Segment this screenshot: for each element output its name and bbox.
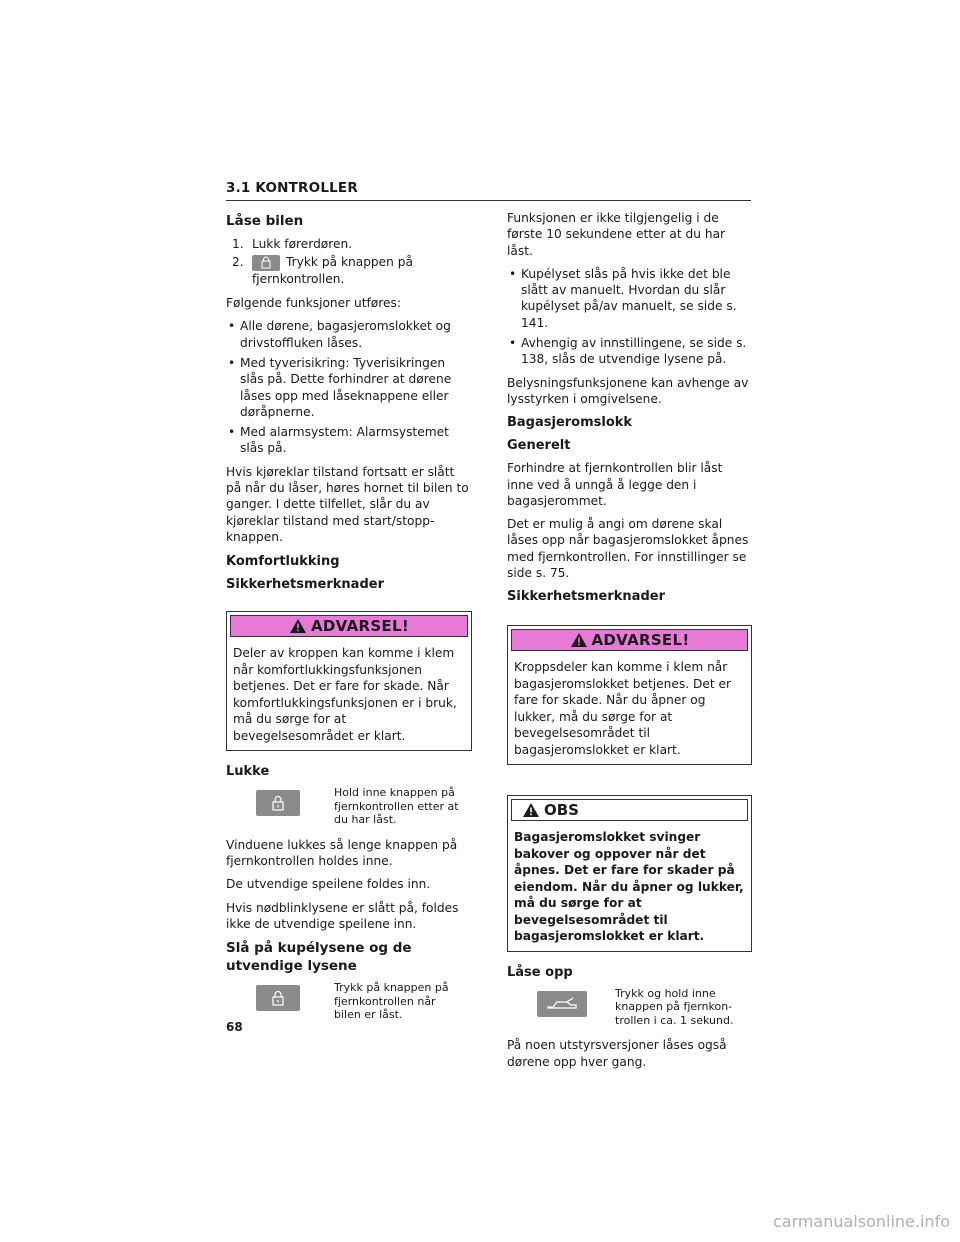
watermark: carmanualsonline.info xyxy=(772,1212,950,1231)
functions-list xyxy=(226,318,472,456)
list-item: • Avhengig av innstillingene, se side s. 138, slås de utvendige lysene på. xyxy=(507,335,752,368)
section-header xyxy=(226,180,751,201)
lock-icon xyxy=(256,790,300,816)
page-number: 68 xyxy=(226,1020,243,1034)
key-instruction-lase-opp: Trykk og hold inne knappen på fjernkon-trollen i ca. 1 sekund. xyxy=(507,987,752,1028)
warning-header: ADVARSEL! xyxy=(230,615,468,637)
heading-bagasjeromslokk: Bagasjeromslokk xyxy=(507,415,633,431)
heading-sikkerhet: Sikkerhetsmerknader xyxy=(226,577,384,593)
list-item: • Alle dørene, bagasjeromslokket og drivstoffluken låses. xyxy=(226,318,472,351)
heading-komfortlukking: Komfortlukking xyxy=(226,554,340,570)
heading-lase-opp: Låse opp xyxy=(507,964,573,980)
list-item: • Kupélyset slås på hvis ikke det ble slått av manuelt. Hvordan du slår kupélyset på/av manuelt, se side s. 141. xyxy=(507,266,752,331)
list-item: • Med tyverisikring: Tyverisikringen slås på. Dette forhindrer at dørene låses opp med låseknappene eller døråpnerne. xyxy=(226,355,472,420)
heading-lase-bilen: Låse bilen xyxy=(226,213,304,229)
obs-box xyxy=(507,795,752,952)
lock-icon xyxy=(256,985,300,1011)
key-instruction-lukke: Hold inne knappen på fjernkontrollen etter at du har låst. xyxy=(226,786,472,827)
obs-text: Bagasjeromslokket svinger bakover og oppover når det åpnes. Det er fare for skader på eiendom. Når du åpner og lukker, må du sørge for at bevegelsesområdet til bagasjeromslokket er klart. xyxy=(514,830,744,944)
list-item: • Med alarmsystem: Alarmsystemet slås på. xyxy=(226,424,472,457)
section-title: 3.1 KONTROLLER xyxy=(226,180,358,196)
right-column: Funksjonen er ikke tilgjengelig i de første 10 sekundene etter at du har låst. • Kupélyset slås på hvis ikke det ble slått av manuelt. Hvordan du slår kupélyset på/av manuelt, se side s. 141. • Avhengig av innstillingene, se side s. 138, slås de utvendige lysene på. Belysningsfunksjonene kan avhenge av lysstyrken i omgivelsene. Bagasjeromslokk Generelt Forhindre at fjernkontrollen blir låst inne ved å unngå å legge den i bagasjerommet. Det er mulig å angi om dørene skal låses opp når bagasjeromslokket åpnes med fjernkontrollen. For innstillinger se side s. 75. Sikkerhetsmerknader ADVARSEL! Kroppsdeler kan komme i klem når bagasjeromslokket betjenes. Det er fare for skade. Når du åpner og lukker, må du sørge for at bevegelsesområdet til bagasjeromslokket er klart. OBS Bagasjeromslokket svinger bakover og oppover når det åpnes. Det er fare for skader på eiendom. Når du åpner og lukker, må du sørge for at bevegelsesområdet til bagasjeromslokket er klart. Låse opp Trykk og hold inne knappen på fjernkon-trollen i ca. 1 sekund. På noen utstyrsversjoner låses også dørene opp hver gang. xyxy=(507,210,752,1077)
warning-triangle-icon xyxy=(289,618,307,634)
left-column: Låse bilen 1. Lukk førerdøren. 2. Trykk på knappen på fjernkontrollen. Følgende funksjoner utføres: • Alle dørene, bagasjeromslokket og drivstoffluken låses. • Med tyverisikring: Tyverisikringen slås på. Dette forhindrer at dørene låses opp med låseknappene eller døråpnerne. • Med alarmsystem: Alarmsystemet slås på. Hvis kjøreklar tilstand fortsatt er slått på når du låser, høres hornet til bilen to ganger. I dette tilfellet, slår du av kjøreklar tilstand med start/stopp-knappen. Komfortlukking Sikkerhetsmerknader ADVARSEL! Deler av kroppen kan komme i klem når komfortlukkingsfunksjonen betjenes. Det er fare for skade. Når komfortlukkingsfunksjonen er i bruk, må du sørge for at bevegelsesområdet er klart. Lukke Hold inne knappen på fjernkontrollen etter at du har låst. Vinduene lukkes så lenge knappen på fjernkontrollen holdes inne. De utvendige speilene foldes inn. Hvis nødblinklysene er slått på, foldes ikke de utvendige speilene inn. Slå på kupélysene og de utvendige lysene Trykk på knappen på fjernkontrollen når bilen er låst. xyxy=(226,210,472,1032)
warning-triangle-icon xyxy=(570,632,588,648)
warning-box-komfort xyxy=(226,611,472,751)
warning-text: Kroppsdeler kan komme i klem når bagasjeromslokket betjenes. Det er fare for skade. Når du åpner og lukker, må du sørge for at bevegelsesområdet til bagasjeromslokket er klart. xyxy=(514,660,731,757)
key-instruction-kupelys: Trykk på knappen på fjernkontrollen når bilen er låst. xyxy=(226,981,472,1022)
step-1: 1. Lukk førerdøren. xyxy=(232,237,353,251)
warning-text: Deler av kroppen kan komme i klem når komfortlukkingsfunksjonen betjenes. Det er fare for skade. Når komfortlukkingsfunksjonen er i bruk, må du sørge for at bevegelsesområdet er klart. xyxy=(233,646,457,743)
warning-triangle-icon xyxy=(522,802,540,818)
functions-intro: Følgende funksjoner utføres: xyxy=(226,296,401,311)
obs-header: OBS xyxy=(511,799,748,821)
heading-lukke: Lukke xyxy=(226,764,270,780)
light-list xyxy=(507,266,752,368)
warning-box-bagasje xyxy=(507,625,752,765)
step-2: 2. Trykk på knappen på fjernkontrollen. xyxy=(232,255,413,286)
lock-steps xyxy=(232,236,472,287)
car-trunk-icon xyxy=(537,991,587,1017)
warning-header: ADVARSEL! xyxy=(511,629,748,651)
heading-generelt: Generelt xyxy=(507,438,571,454)
heading-sikkerhet-bagasje: Sikkerhetsmerknader xyxy=(507,589,665,605)
horn-note: Hvis kjøreklar tilstand fortsatt er slått på når du låser, høres hornet til bilen to ganger. I dette tilfellet, slår du av kjøreklar tilstand med start/stopp-knappen. xyxy=(226,464,469,544)
lock-icon xyxy=(252,255,280,271)
heading-kupelys: Slå på kupélysene og de utvendige lysene xyxy=(226,940,412,975)
